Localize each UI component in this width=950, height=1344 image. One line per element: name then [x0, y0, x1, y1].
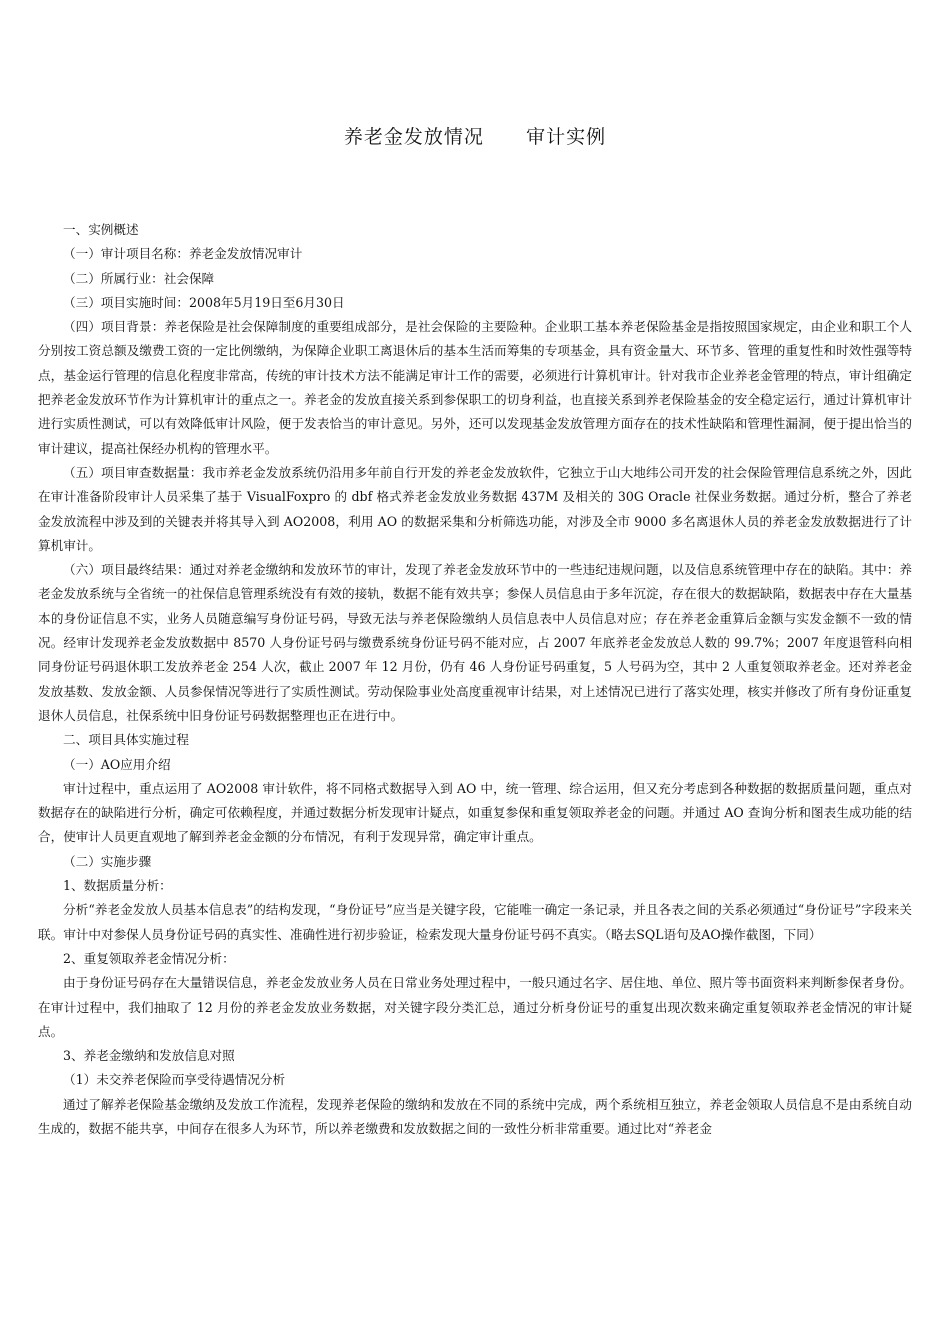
substep-heading: （1）未交养老保险而享受待遇情况分析: [63, 1072, 286, 1088]
paragraph: （三）项目实施时间：2008年5月19日至6月30日: [63, 294, 345, 310]
paragraph: 审计过程中，重点运用了 AO2008 审计软件，将不同格式数据导入到 AO 中，统一管理、综合运用，但又充分考虑到各种数据的数据质量问题，重点对数据存在的缺陷进行分析，确定可依赖程度，并通过数据分析发现审计疑点，如重复参保和重复领取养老金的问题。并通过 AO 查询分析和图表生成功能的结合，使审计人员更直观地了解到养老金金额的分布情况，有利于发现异常，确定审计重点。: [38, 780, 912, 845]
step-heading: 2、重复领取养老金情况分析：: [63, 950, 235, 966]
paragraph: （六）项目最终结果：通过对养老金缴纳和发放环节的审计，发现了养老金发放环节中的一些违纪违规问题，以及信息系统管理中存在的缺陷。其中：养老金发放系统与全省统一的社保信息管理系统没有有效的接轨，数据不能有效共享；参保人员信息由于多年沉淀，存在很大的数据缺陷，数据表中存在大量基本的身份证信息不实，业务人员随意编写身份证号码，导致无法与养老保险缴纳人员信息表中人员信息对应；存在养老金重算后金额与实发金额不一致的情况。经审计发现养老金发放数据中 8570 人身份证号码与缴费系统身份证号码不能对应，占 2007 年底养老金发放总人数的 99.7%；2007 年度退管科向相同身份证号码退休职工发放养老金 254 人次，截止 2007 年 12 月份，仍有 46 人身份证号码重复，5 人号码为空，其中 2 人重复领取养老金。还对养老金发放基数、发放金额、人员参保情况等进行了实质性测试。劳动保险事业处高度重视审计结果，对上述情况已进行了落实处理，核实并修改了所有身份证重复退休人员信息，社保系统中旧身份证号码数据整理也正在进行中。: [38, 562, 912, 723]
subsection-heading: （一）AO应用介绍: [63, 756, 171, 772]
document-body: [38, 218, 912, 1141]
step-heading: 1、数据质量分析：: [63, 878, 172, 894]
document-title: 养老金发放情况 审计实例: [343, 126, 607, 148]
section-heading: 二、项目具体实施过程: [63, 732, 189, 748]
paragraph: （五）项目审查数据量：我市养老金发放系统仍沿用多年前自行开发的养老金发放软件，它独立于山大地纬公司开发的社会保险管理信息系统之外，因此在审计准备阶段审计人员采集了基于 VisualFoxpro 的 dbf 格式养老金发放业务数据 437M 及相关的 30G Oracle 社保业务数据。通过分析，整合了养老金发放流程中涉及到的关键表并将其导入到 AO2008，利用 AO 的数据采集和分析筛选功能，对涉及全市 9000 多名离退休人员的养老金发放数据进行了计算机审计。: [38, 464, 912, 553]
step-heading: 3、养老金缴纳和发放信息对照: [63, 1048, 235, 1064]
paragraph: 通过了解养老保险基金缴纳及发放工作流程，发现养老保险的缴纳和发放在不同的系统中完成，两个系统相互独立，养老金领取人员信息不是由系统自动生成的，数据不能共享，中间存在很多人为环节，所以养老缴费和发放数据之间的一致性分析非常重要。通过比对“养老金: [38, 1096, 912, 1136]
paragraph: 分析“养老金发放人员基本信息表”的结构发现，“身份证号”应当是关键字段，它能唯一确定一条记录，并且各表之间的关系必须通过“身份证号”字段来关联。审计中对参保人员身份证号码的真实性、准确性进行初步验证，检索发现大量身份证号码不真实。（略去SQL语句及AO操作截图，下同）: [38, 902, 912, 942]
paragraph: （一）审计项目名称：养老金发放情况审计: [63, 246, 303, 262]
paragraph: （二）所属行业：社会保障: [63, 270, 215, 286]
paragraph: （四）项目背景：养老保险是社会保障制度的重要组成部分，是社会保险的主要险种。企业职工基本养老保险基金是指按照国家规定，由企业和职工个人分别按工资总额及缴费工资的一定比例缴纳，为保障企业职工离退休后的基本生活而筹集的专项基金，具有资金量大、环节多、管理的重复性和时效性强等特点，基金运行管理的信息化程度非常高，传统的审计技术方法不能满足审计工作的需要，必须进行计算机审计。针对我市企业养老金管理的特点，审计组确定把养老金发放环节作为计算机审计的重点之一。养老金的发放直接关系到参保职工的切身利益，也直接关系到养老保险基金的安全稳定运行，通过计算机审计进行实质性测试，可以有效降低审计风险，便于发表恰当的审计意见。另外，还可以发现基金发放管理方面存在的技术性缺陷和管理性漏洞，便于提出恰当的审计建议，提高社保经办机构的管理水平。: [38, 319, 912, 456]
section-heading: 一、实例概述: [63, 222, 139, 237]
subsection-heading: （二）实施步骤: [63, 853, 152, 869]
paragraph: 由于身份证号码存在大量错误信息，养老金发放业务人员在日常业务处理过程中，一般只通过名字、居住地、单位、照片等书面资料来判断参保者身份。在审计过程中，我们抽取了 12 月份的养老金发放业务数据，对关键字段分类汇总，通过分析身份证号的重复出现次数来确定重复领取养老金情况的审计疑点。: [38, 975, 912, 1039]
